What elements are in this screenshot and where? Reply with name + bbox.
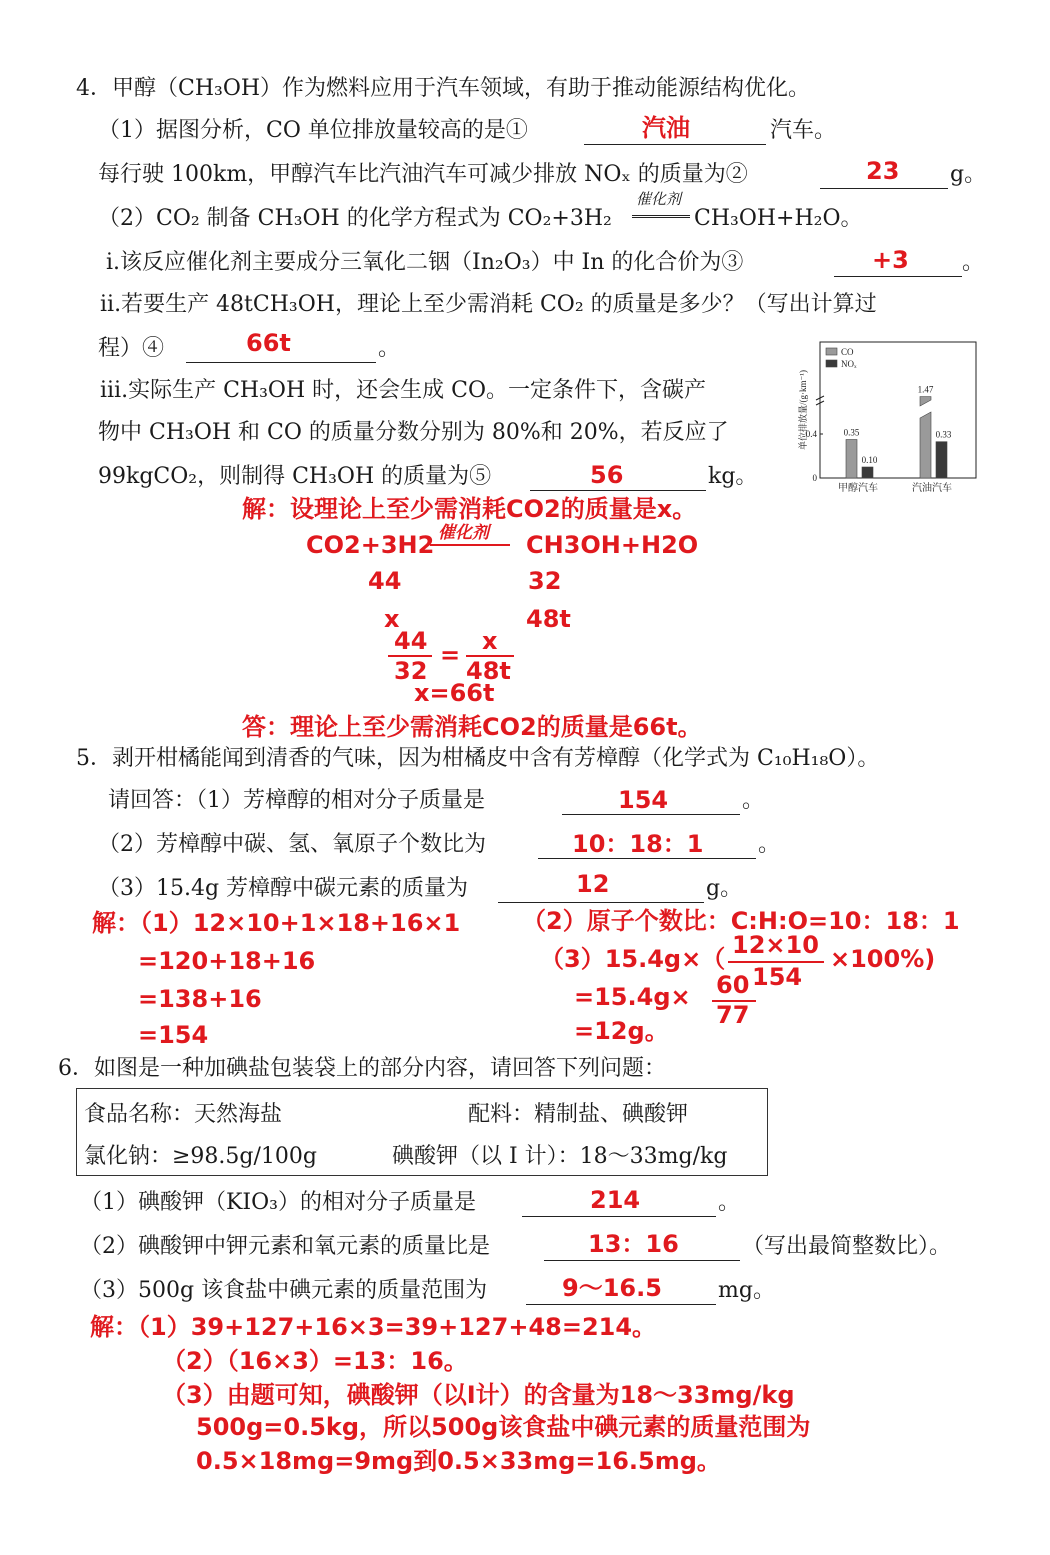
q4-solution-frac-left-den: 32: [394, 657, 428, 685]
q5-part3-end: g。: [706, 876, 743, 901]
q4-solution-eq-left: CO2+3H2: [306, 531, 435, 559]
q4-sub-iii-line1: ⅲ.实际生产 CH₃OH 时，还会生成 CO。一定条件下，含碳产: [100, 378, 707, 403]
q6-solution-1: 解：（1）39+127+16×3=39+127+48=214。: [90, 1313, 657, 1341]
q5-solution-3a-den: 154: [752, 963, 803, 991]
q5-solution-2: （2）原子个数比：C:H:O=10：18：1: [522, 907, 960, 935]
q6-blank-2[interactable]: [544, 1260, 740, 1261]
q5-solution-1b: =120+18+16: [138, 947, 316, 975]
q5-part2: （2）芳樟醇中碳、氢、氧原子个数比为: [98, 832, 486, 857]
q5-solution-3b-den: 77: [716, 1001, 750, 1029]
q6-solution-2: （2）（16×3）=13：16。: [162, 1347, 468, 1375]
q4-solution-result: x=66t: [414, 679, 495, 707]
q4-sub-ii-end: 。: [378, 336, 401, 361]
q6-answer-2: 13：16: [588, 1230, 679, 1258]
salt-label-nacl: 氯化钠：≥98.5g/100g: [84, 1144, 317, 1169]
chart-value-label: 1.47: [917, 384, 934, 395]
q4-solution-x-left: x: [384, 605, 400, 633]
q5-answer-3: 12: [576, 870, 610, 898]
salt-label-kio3: 碘酸钾（以 I 计）：18～33mg/kg: [392, 1144, 728, 1169]
chart-bar-lower: [920, 412, 931, 478]
q4-part1-line1-end: 汽车。: [770, 118, 837, 143]
q4-answer-3: +3: [872, 246, 909, 274]
q4-solution-frac-right-den: 48t: [466, 657, 511, 685]
q4-blank-1[interactable]: [584, 144, 766, 145]
q4-part1-line1: （1）据图分析，CO 单位排放量较高的是①: [98, 118, 528, 143]
q5-blank-3[interactable]: [498, 902, 704, 903]
q5-blank-1[interactable]: [562, 814, 740, 815]
q4-solution-frac-left-num: 44: [394, 627, 428, 655]
q4-sub-iii-end: kg。: [708, 464, 758, 489]
q6-part3-end: mg。: [718, 1278, 775, 1303]
q6-part1: （1）碘酸钾（KIO₃）的相对分子质量是: [80, 1190, 476, 1215]
q5-part1: 请回答：（1）芳樟醇的相对分子质量是: [108, 788, 485, 813]
chart-legend-label: NOₓ: [841, 359, 857, 369]
q6-solution-4: 500g=0.5kg，所以500g该食盐中碘元素的质量范围为: [196, 1413, 811, 1441]
q4-answer-1: 汽油: [642, 114, 690, 142]
q4-sub-ii-line2: 程）④: [98, 336, 165, 361]
chart-bar: [846, 440, 857, 479]
chart-bar-upper: [920, 397, 931, 406]
q5-solution-1c: =138+16: [138, 985, 262, 1013]
q5-part2-end: 。: [758, 832, 781, 857]
q6-blank-3[interactable]: [526, 1304, 716, 1305]
chart-value-label: 0.10: [861, 455, 878, 465]
q4-part1-line2-end: g。: [950, 162, 987, 187]
q4-solution-mass-left: 44: [368, 567, 402, 595]
q4-sub-iii-line2: 物中 CH₃OH 和 CO 的质量分数分别为 80%和 20%，若反应了: [98, 420, 729, 445]
q6-part3: （3）500g 该食盐中碘元素的质量范围为: [80, 1278, 488, 1303]
chart-legend-swatch: [826, 348, 837, 355]
q6-answer-3: 9～16.5: [562, 1274, 662, 1302]
chart-bar: [936, 442, 947, 478]
q6-stem: 6．如图是一种加碘盐包装袋上的部分内容，请回答下列问题：: [58, 1056, 666, 1081]
chart-bar: [862, 467, 873, 478]
q4-blank-2[interactable]: [820, 188, 948, 189]
q5-answer-1: 154: [618, 786, 669, 814]
q4-solution-eq-sign: =: [440, 641, 461, 669]
q4-solution-eq-catalyst: 催化剂: [438, 523, 489, 543]
q5-solution-3b-num: 60: [716, 971, 750, 999]
q5-part3: （3）15.4g 芳樟醇中碳元素的质量为: [98, 876, 469, 901]
emission-bar-chart: [796, 338, 982, 498]
q4-stem: 4．甲醇（CH₃OH）作为燃料应用于汽车领域，有助于推动能源结构优化。: [76, 76, 811, 101]
q4-part2-equation-right: CH₃OH+H₂O。: [694, 206, 863, 231]
q4-answer-4: 66t: [246, 329, 291, 357]
q5-solution-3a-suffix: ×100%): [830, 945, 936, 973]
q5-part1-end: 。: [742, 788, 765, 813]
q4-sub-iii-line3: 99kgCO₂，则制得 CH₃OH 的质量为⑤: [98, 464, 492, 489]
q5-blank-2[interactable]: [538, 858, 756, 859]
q4-reaction-arrow: [632, 215, 690, 218]
q6-solution-3: （3）由题可知，碘酸钾（以I计）的含量为18～33mg/kg: [162, 1381, 795, 1409]
q5-solution-1d: =154: [138, 1021, 209, 1049]
q4-solution-line1: 解：设理论上至少需消耗CO2的质量是x。: [242, 495, 697, 523]
q6-part1-end: 。: [718, 1190, 741, 1215]
q4-sub-ii-line1: ⅱ.若要生产 48tCH₃OH，理论上至少需消耗 CO₂ 的质量是多少？（写出计算过: [100, 292, 877, 317]
q6-part2: （2）碘酸钾中钾元素和氧元素的质量比是: [80, 1234, 490, 1259]
chart-value-label: 0.33: [935, 429, 952, 440]
chart-legend-label: CO: [841, 347, 854, 357]
q4-solution-mass-right: 32: [528, 567, 562, 595]
chart-category-label: 汽油汽车: [912, 483, 952, 494]
chart-ylabel: 单位排放量/(g·km⁻¹): [798, 370, 808, 450]
q4-part1-line2: 每行驶 100km，甲醇汽车比汽油汽车可减少排放 NOₓ 的质量为②: [98, 162, 748, 187]
q4-blank-3[interactable]: [834, 276, 962, 277]
chart-ytick: 0: [812, 473, 817, 483]
q4-solution-eq-right: CH3OH+H2O: [526, 531, 699, 559]
q5-solution-3b-prefix: =15.4g×: [574, 983, 691, 1011]
q4-blank-5[interactable]: [530, 490, 706, 491]
q4-blank-4[interactable]: [186, 362, 376, 363]
q6-solution-5: 0.5×18mg=9mg到0.5×33mg=16.5mg。: [196, 1447, 721, 1475]
q4-solution-frac-right-num: x: [482, 627, 498, 655]
q4-sub-i-end: 。: [962, 250, 985, 275]
salt-label-food-name: 食品名称：天然海盐: [84, 1102, 283, 1127]
q4-answer-2: 23: [866, 157, 900, 185]
q4-catalyst-label: 催化剂: [636, 190, 682, 208]
q6-blank-1[interactable]: [522, 1216, 716, 1217]
q4-sub-i: ⅰ.该反应催化剂主要成分三氧化二铟（In₂O₃）中 In 的化合价为③: [106, 250, 744, 275]
q5-answer-2: 10：18：1: [572, 830, 704, 858]
q4-solution-answer: 答：理论上至少需消耗CO2的质量是66t。: [242, 713, 702, 741]
q4-part2-equation-left: （2）CO₂ 制备 CH₃OH 的化学方程式为 CO₂+3H₂: [98, 206, 612, 231]
q6-part2-end: （写出最简整数比）。: [742, 1234, 952, 1259]
q6-answer-1: 214: [590, 1186, 641, 1214]
chart-value-label: 0.35: [843, 427, 860, 438]
q4-solution-x-right: 48t: [526, 605, 571, 633]
chart-legend-swatch: [826, 360, 837, 367]
q4-solution-eq-arrow: [430, 544, 510, 546]
q5-solution-3c: =12g。: [574, 1017, 669, 1045]
chart-category-label: 甲醇汽车: [838, 483, 878, 494]
chart-ytick: 0.4: [805, 429, 817, 439]
q5-solution-3a-num: 12×10: [732, 931, 819, 959]
q5-stem: 5．剥开柑橘能闻到清香的气味，因为柑橘皮中含有芳樟醇（化学式为 C₁₀H₁₈O）。: [76, 746, 880, 771]
q5-solution-1a: 解：（1）12×10+1×18+16×1: [92, 909, 461, 937]
q5-solution-3a-prefix: （3）15.4g×（: [540, 945, 726, 973]
salt-label-ingredients: 配料：精制盐、碘酸钾: [468, 1102, 689, 1127]
q4-answer-5: 56: [590, 461, 624, 489]
